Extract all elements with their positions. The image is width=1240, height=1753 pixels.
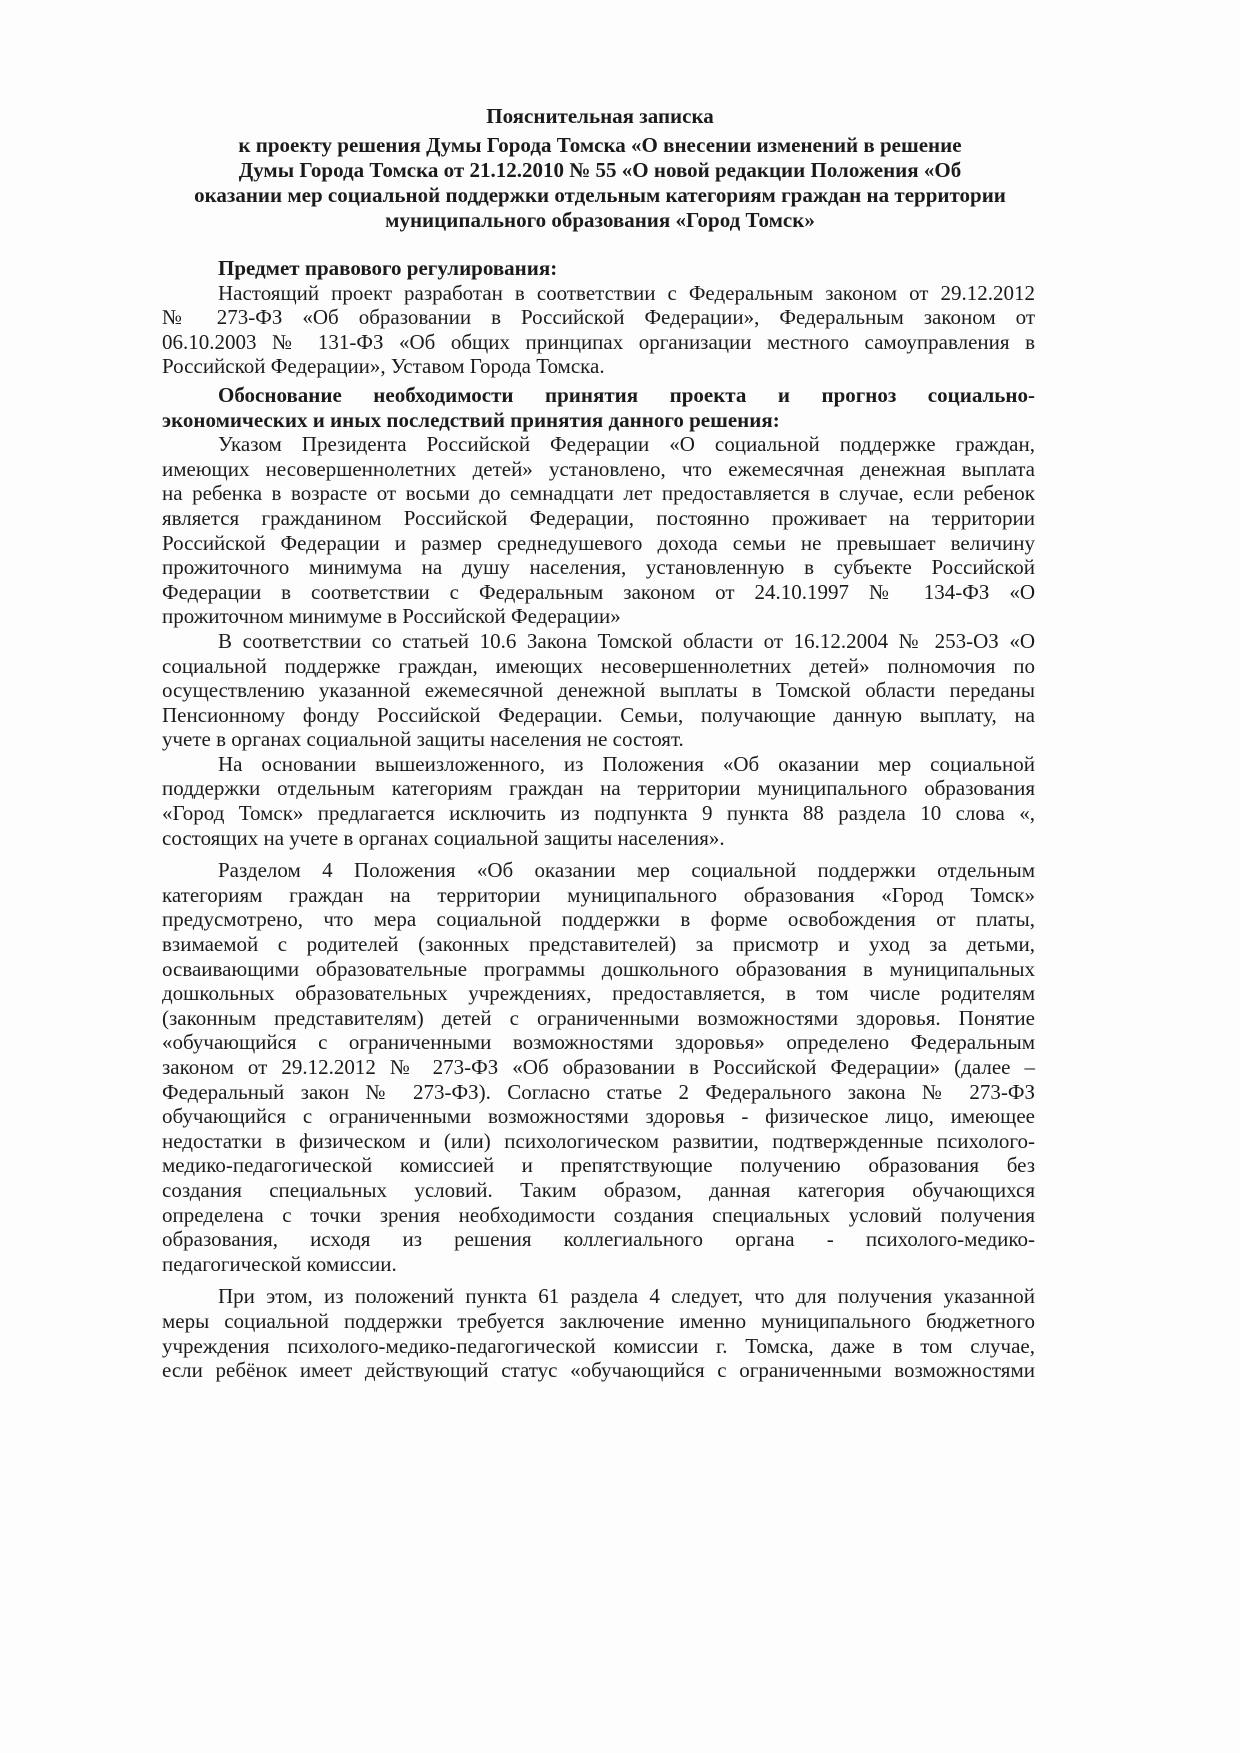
text-line: На основании вышеизложенного, из Положения «Об оказании мер социальной bbox=[218, 751, 1035, 776]
section-heading bbox=[162, 383, 1035, 432]
text-line: прожиточного минимума на душу населения, установленную в субъекте Российской bbox=[162, 555, 1035, 580]
text-line: законом от 29.12.2012 № 273-ФЗ «Об образовании в Российской Федерации» (далее – bbox=[162, 1055, 1035, 1079]
document-title bbox=[150, 104, 1050, 233]
text-line: «Город Томск» предлагается исключить из подпункта 9 пункта 88 раздела 10 слова «, bbox=[162, 801, 1035, 826]
title-subtitle-line: Думы Города Томска от 21.12.2010 № 55 «О новой редакции Положения «Об bbox=[238, 158, 962, 182]
text-line: При этом, из положений пункта 61 раздела 4 следует, что для получения указанной bbox=[218, 1284, 1035, 1309]
text-line: учреждения психолого-медико-педагогической комиссии г. Томска, даже в том случае, bbox=[162, 1333, 1035, 1358]
text-line: осваивающими образовательные программы дошкольного образования в муниципальных bbox=[162, 956, 1035, 981]
text-line: создания специальных условий. Таким образом, данная категория обучающихся bbox=[162, 1177, 1035, 1202]
text-line: В соответствии со статьей 10.6 Закона Томской области от 16.12.2004 № 253-ОЗ «О bbox=[218, 628, 1035, 653]
text-line: дошкольных образовательных учреждениях, предоставляется, в том числе родителям bbox=[162, 981, 1035, 1006]
title-subtitle-line: муниципального образования «Город Томск» bbox=[385, 208, 815, 232]
text-line: «обучающийся с ограниченными возможностями здоровья» определено Федеральным bbox=[162, 1030, 1035, 1055]
text-line: Пенсионному фонду Российской Федерации. Семьи, получающие данную выплату, на bbox=[162, 702, 1035, 727]
text-line: Федеральный закон № 273-ФЗ). Согласно статье 2 Федерального закона № 273-ФЗ bbox=[162, 1079, 1035, 1104]
text-line: Российской Федерации и размер среднедушевого дохода семьи не превышает величину bbox=[162, 530, 1035, 555]
title-subtitle-line: оказании мер социальной поддержки отдельным категориям граждан на территории bbox=[194, 183, 1006, 207]
text-line: состоящих на учете в органах социальной защиты населения». bbox=[162, 825, 725, 850]
text-line: Указом Президента Российской Федерации «О социальной поддержке граждан, bbox=[218, 432, 1035, 457]
text-line: образования, исходя из решения коллегиального органа - психолого-медико- bbox=[162, 1227, 1035, 1252]
text-line: социальной поддержке граждан, имеющих несовершеннолетних детей» полномочия по bbox=[162, 653, 1035, 678]
title-heading: Пояснительная записка bbox=[486, 104, 714, 128]
text-line: предусмотрено, что мера социальной поддержки в форме освобождения от платы, bbox=[162, 907, 1035, 932]
text-line: взимаемой с родителей (законных представителей) за присмотр и уход за детьми, bbox=[162, 932, 1035, 957]
text-line: осуществлению указанной ежемесячной денежной выплаты в Томской области переданы bbox=[162, 678, 1035, 703]
document-body bbox=[162, 256, 1035, 1383]
text-line: если ребёнок имеет действующий статус «обучающийся с ограниченными возможностями bbox=[162, 1358, 1035, 1383]
paragraph bbox=[162, 858, 1035, 1276]
text-line: является гражданином Российской Федерации, постоянно проживает на территории bbox=[162, 505, 1035, 530]
paragraph bbox=[162, 281, 1035, 379]
text-line: на ребенка в возрасте от восьми до семнадцати лет предоставляется в случае, если ребенок bbox=[162, 481, 1035, 506]
text-line: меры социальной поддержки требуется заключение именно муниципального бюджетного bbox=[162, 1308, 1035, 1333]
text-line: поддержки отдельным категориям граждан на территории муниципального образования bbox=[162, 776, 1035, 801]
heading-line: экономических и иных последствий принятия данного решения: bbox=[162, 407, 780, 432]
text-line: недостатки в физическом и (или) психологическом развитии, подтвержденные психолого- bbox=[162, 1128, 1035, 1153]
text-line: учете в органах социальной защиты населения не состоят. bbox=[162, 727, 684, 752]
text-line: Федерации в соответствии с Федеральным законом от 24.10.1997 № 134-ФЗ «О bbox=[162, 579, 1035, 604]
paragraph bbox=[162, 432, 1035, 629]
text-line: Настоящий проект разработан в соответствии с Федеральным законом от 29.12.2012 bbox=[218, 280, 1035, 305]
text-line: прожиточном минимуме в Российской Федерации» bbox=[162, 604, 621, 629]
text-line: Разделом 4 Положения «Об оказании мер социальной поддержки отдельным bbox=[218, 858, 1035, 883]
text-line: (законным представителям) детей с ограниченными возможностями здоровья. Понятие bbox=[162, 1005, 1035, 1030]
paragraph bbox=[162, 1284, 1035, 1382]
section-heading bbox=[162, 256, 1035, 281]
text-line: медико-педагогической комиссией и препятствующие получению образования без bbox=[162, 1153, 1035, 1178]
text-line: педагогической комиссии. bbox=[162, 1251, 397, 1276]
heading-line: Обоснование необходимости принятия проекта и прогноз социально- bbox=[218, 382, 1035, 407]
paragraph bbox=[162, 752, 1035, 850]
text-line: категориям граждан на территории муниципального образования «Город Томск» bbox=[162, 882, 1035, 907]
paragraph bbox=[162, 629, 1035, 752]
heading-line: Предмет правового регулирования: bbox=[218, 256, 558, 280]
title-subtitle-line: к проекту решения Думы Города Томска «О внесении изменений в решение bbox=[238, 133, 962, 157]
text-line: Российской Федерации», Уставом Города Томска. bbox=[162, 354, 605, 379]
text-line: имеющих несовершеннолетних детей» установлено, что ежемесячная денежная выплата bbox=[162, 456, 1035, 481]
text-line: обучающийся с ограниченными возможностями здоровья - физическое лицо, имеющее bbox=[162, 1104, 1035, 1129]
text-line: 06.10.2003 № 131-ФЗ «Об общих принципах организации местного самоуправления в bbox=[162, 329, 1035, 354]
text-line: определена с точки зрения необходимости создания специальных условий получения bbox=[162, 1202, 1035, 1227]
text-line: № 273-ФЗ «Об образовании в Российской Федерации», Федеральным законом от bbox=[162, 305, 1035, 330]
